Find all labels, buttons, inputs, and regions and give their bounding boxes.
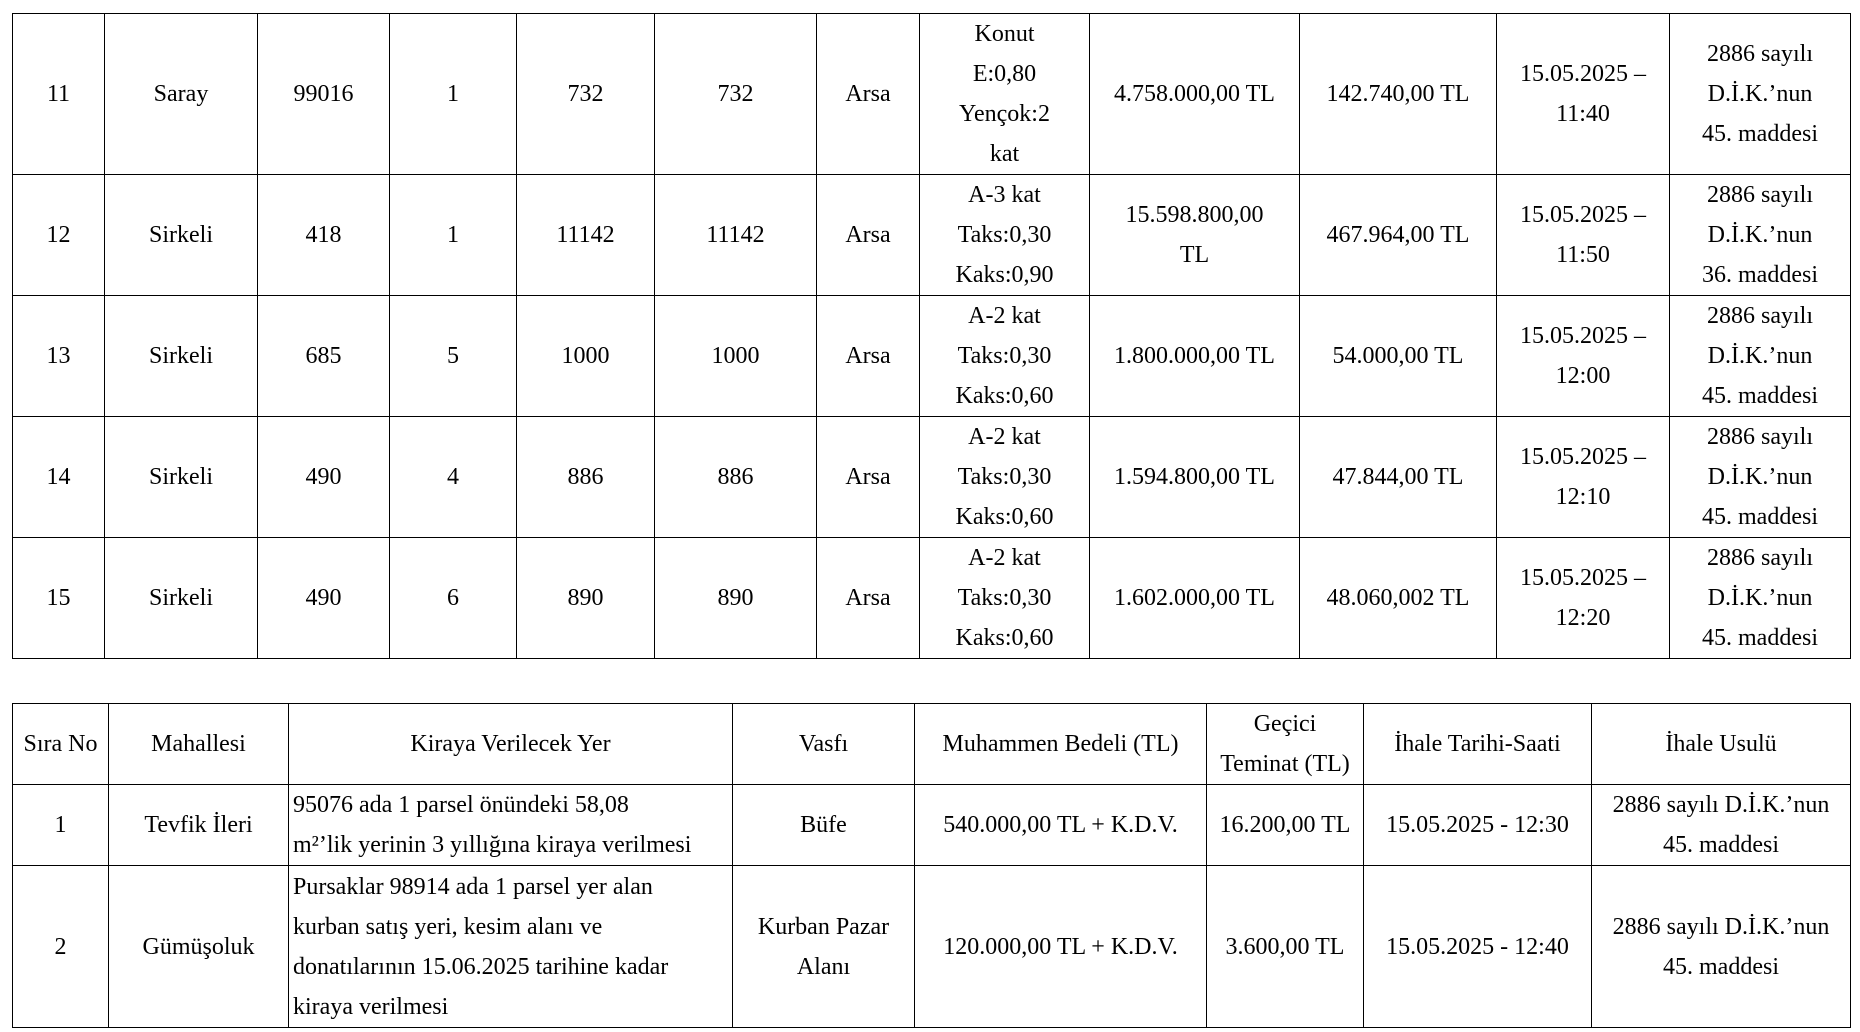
auction-datetime: 15.05.2025 – 11:40 <box>1497 14 1670 175</box>
area: 886 <box>517 417 655 538</box>
share-area: 886 <box>655 417 817 538</box>
parcel-no: 6 <box>390 538 517 659</box>
provisional-guarantee: 48.060,002 TL <box>1300 538 1497 659</box>
rental-place: 95076 ada 1 parsel önündeki 58,08 m²’lik yerinin 3 yıllığına kiraya verilmesi <box>289 785 733 866</box>
area: 11142 <box>517 175 655 296</box>
row-no: 1 <box>13 785 109 866</box>
zoning-status: A-2 kat Taks:0,30 Kaks:0,60 <box>920 296 1090 417</box>
auction-datetime: 15.05.2025 – 12:00 <box>1497 296 1670 417</box>
property-type: Büfe <box>733 785 915 866</box>
table-row <box>13 14 1851 175</box>
block-no: 490 <box>258 417 390 538</box>
estimated-price: 540.000,00 TL + K.D.V. <box>915 785 1207 866</box>
table-row <box>13 538 1851 659</box>
row-no: 11 <box>13 14 105 175</box>
auction-method: 2886 sayılı D.İ.K.’nun 45. maddesi <box>1670 417 1851 538</box>
auction-datetime: 15.05.2025 - 12:40 <box>1364 866 1592 1028</box>
property-type: Arsa <box>817 175 920 296</box>
row-no: 2 <box>13 866 109 1028</box>
provisional-guarantee: 467.964,00 TL <box>1300 175 1497 296</box>
area: 1000 <box>517 296 655 417</box>
property-type: Arsa <box>817 417 920 538</box>
provisional-guarantee: 16.200,00 TL <box>1207 785 1364 866</box>
header-gecici-teminat: Geçici Teminat (TL) <box>1207 704 1364 785</box>
block-no: 99016 <box>258 14 390 175</box>
auction-datetime: 15.05.2025 – 12:20 <box>1497 538 1670 659</box>
auction-method: 2886 sayılı D.İ.K.’nun 45. maddesi <box>1670 14 1851 175</box>
neighborhood: Sirkeli <box>105 538 258 659</box>
header-vasfi: Vasfı <box>733 704 915 785</box>
neighborhood: Sirkeli <box>105 175 258 296</box>
auction-method: 2886 sayılı D.İ.K.’nun 45. maddesi <box>1592 866 1851 1028</box>
table-row <box>13 417 1851 538</box>
parcel-auction-table <box>12 13 1851 659</box>
row-no: 14 <box>13 417 105 538</box>
area: 890 <box>517 538 655 659</box>
row-no: 12 <box>13 175 105 296</box>
parcel-no: 1 <box>390 14 517 175</box>
property-type: Arsa <box>817 14 920 175</box>
zoning-status: A-3 kat Taks:0,30 Kaks:0,90 <box>920 175 1090 296</box>
auction-method: 2886 sayılı D.İ.K.’nun 36. maddesi <box>1670 175 1851 296</box>
estimated-price: 15.598.800,00 TL <box>1090 175 1300 296</box>
neighborhood: Saray <box>105 14 258 175</box>
row-no: 13 <box>13 296 105 417</box>
block-no: 418 <box>258 175 390 296</box>
header-ihale-tarihi-saati: İhale Tarihi-Saati <box>1364 704 1592 785</box>
neighborhood: Tevfik İleri <box>109 785 289 866</box>
auction-datetime: 15.05.2025 - 12:30 <box>1364 785 1592 866</box>
neighborhood: Sirkeli <box>105 296 258 417</box>
table-row <box>13 296 1851 417</box>
auction-datetime: 15.05.2025 – 12:10 <box>1497 417 1670 538</box>
property-type: Kurban Pazar Alanı <box>733 866 915 1028</box>
block-no: 685 <box>258 296 390 417</box>
parcel-no: 5 <box>390 296 517 417</box>
header-ihale-usulu: İhale Usulü <box>1592 704 1851 785</box>
rental-auction-table <box>12 703 1851 1028</box>
estimated-price: 1.602.000,00 TL <box>1090 538 1300 659</box>
parcel-no: 1 <box>390 175 517 296</box>
share-area: 890 <box>655 538 817 659</box>
table-row <box>13 866 1851 1028</box>
neighborhood: Sirkeli <box>105 417 258 538</box>
provisional-guarantee: 142.740,00 TL <box>1300 14 1497 175</box>
provisional-guarantee: 54.000,00 TL <box>1300 296 1497 417</box>
auction-method: 2886 sayılı D.İ.K.’nun 45. maddesi <box>1670 296 1851 417</box>
parcel-no: 4 <box>390 417 517 538</box>
header-mahallesi: Mahallesi <box>109 704 289 785</box>
table-row <box>13 175 1851 296</box>
zoning-status: A-2 kat Taks:0,30 Kaks:0,60 <box>920 538 1090 659</box>
share-area: 11142 <box>655 175 817 296</box>
table-row <box>13 785 1851 866</box>
header-sira-no: Sıra No <box>13 704 109 785</box>
row-no: 15 <box>13 538 105 659</box>
estimated-price: 120.000,00 TL + K.D.V. <box>915 866 1207 1028</box>
auction-method: 2886 sayılı D.İ.K.’nun 45. maddesi <box>1592 785 1851 866</box>
estimated-price: 1.594.800,00 TL <box>1090 417 1300 538</box>
estimated-price: 4.758.000,00 TL <box>1090 14 1300 175</box>
block-no: 490 <box>258 538 390 659</box>
share-area: 1000 <box>655 296 817 417</box>
table-header-row <box>13 704 1851 785</box>
area: 732 <box>517 14 655 175</box>
auction-datetime: 15.05.2025 – 11:50 <box>1497 175 1670 296</box>
zoning-status: A-2 kat Taks:0,30 Kaks:0,60 <box>920 417 1090 538</box>
header-muhammen-bedeli: Muhammen Bedeli (TL) <box>915 704 1207 785</box>
auction-method: 2886 sayılı D.İ.K.’nun 45. maddesi <box>1670 538 1851 659</box>
provisional-guarantee: 3.600,00 TL <box>1207 866 1364 1028</box>
share-area: 732 <box>655 14 817 175</box>
property-type: Arsa <box>817 538 920 659</box>
zoning-status: Konut E:0,80 Yençok:2 kat <box>920 14 1090 175</box>
property-type: Arsa <box>817 296 920 417</box>
provisional-guarantee: 47.844,00 TL <box>1300 417 1497 538</box>
rental-place: Pursaklar 98914 ada 1 parsel yer alan kurban satış yeri, kesim alanı ve donatılarının 15.06.2025 tarihine kadar kiraya verilmesi <box>289 866 733 1028</box>
estimated-price: 1.800.000,00 TL <box>1090 296 1300 417</box>
header-kiraya-verilecek-yer: Kiraya Verilecek Yer <box>289 704 733 785</box>
neighborhood: Gümüşoluk <box>109 866 289 1028</box>
